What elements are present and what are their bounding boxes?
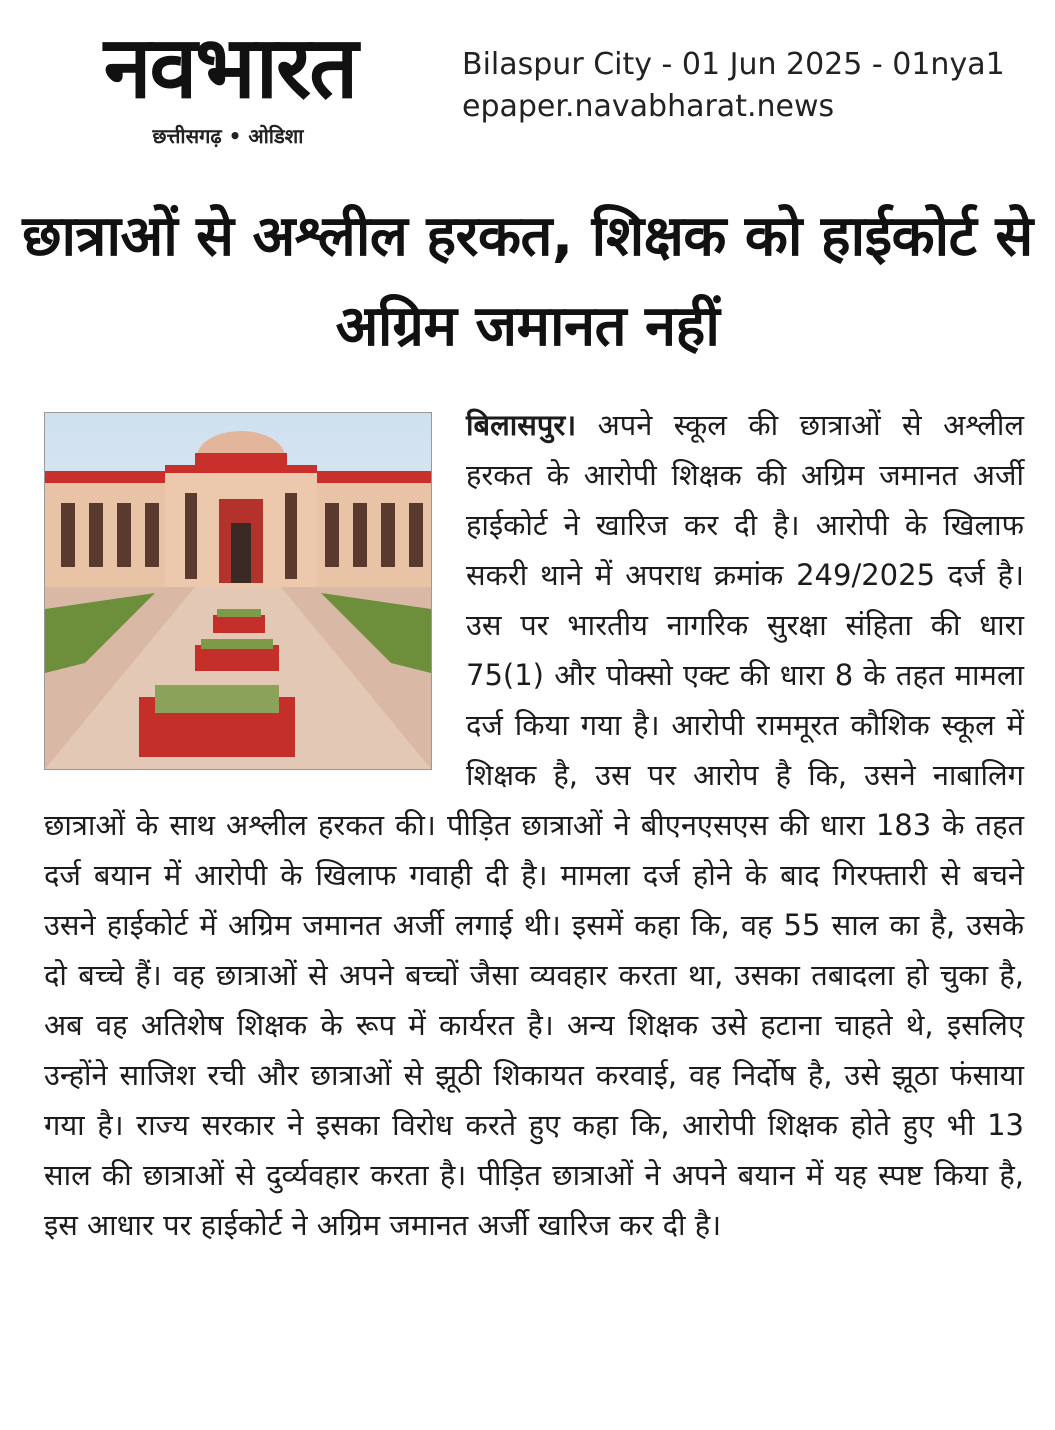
edition-info — [462, 44, 1005, 128]
article-headline: छात्राओं से अश्लील हरकत, शिक्षक को हाईकोर्ट से अग्रिम जमानत नहीं — [22, 204, 1033, 359]
logo-region-subtitle: छत्तीसगढ़ • ओडिशा — [152, 124, 304, 148]
article-dateline: बिलासपुर। — [466, 408, 577, 442]
high-court-building-icon — [45, 413, 431, 769]
article-body — [44, 400, 1024, 1250]
high-court-photo — [44, 412, 432, 770]
masthead — [18, 18, 432, 150]
newspaper-logo: नवभारत — [103, 18, 357, 118]
article-text: अपने स्कूल की छात्राओं से अश्लील हरकत के आरोपी शिक्षक की अग्रिम जमानत अर्जी हाईकोर्ट ने खारिज कर दी है। आरोपी के खिलाफ सकरी थाने में अपराध क्रमांक 249/2025 दर्ज है। उस पर भारतीय नागरिक सुरक्षा संहिता की धारा 75(1) और पोक्सो एक्ट की धारा 8 के तहत मामला दर्ज किया गया है। आरोपी राममूरत कौशिक स्कूल में शिक्षक है, उस पर आरोप है कि, उसने नाबालिग छात्राओं के साथ अश्लील हरकत की। पीड़ित छात्राओं ने बीएनएसएस की धारा 183 के तहत दर्ज बयान में आरोपी के खिलाफ गवाही दी है। मामला दर्ज होने के बाद गिरफ्तारी से बचने उसने हाईकोर्ट में अग्रिम जमानत अर्जी लगाई थी। इसमें कहा कि, वह 55 साल का है, उसके दो बच्चे हैं। वह छात्राओं से अपने बच्चों जैसा व्यवहार करता था, उसका तबादला हो चुका है, अब वह अतिशेष शिक्षक के रूप में कार्यरत है। अन्य शिक्षक उसे हटाना चाहते थे, इसलिए उन्होंने साजिश रची और छात्राओं से झूठी शिकायत करवाई, वह निर्दोष है, उसे झूठा फंसाया गया है। राज्य सरकार ने इसका विरोध करते हुए कहा कि, आरोपी शिक्षक होते हुए भी 13 साल की छात्राओं से दुर्व्यवहार करता है। पीड़ित छात्राओं ने अपने बयान में यह स्पष्ट किया है, इस आधार पर हाईकोर्ट ने अग्रिम जमानत अर्जी खारिज कर दी है। — [44, 408, 1025, 1242]
edition-date-line: Bilaspur City - 01 Jun 2025 - 01nya1 — [462, 47, 1005, 82]
epaper-url: epaper.navabharat.news — [462, 89, 835, 124]
